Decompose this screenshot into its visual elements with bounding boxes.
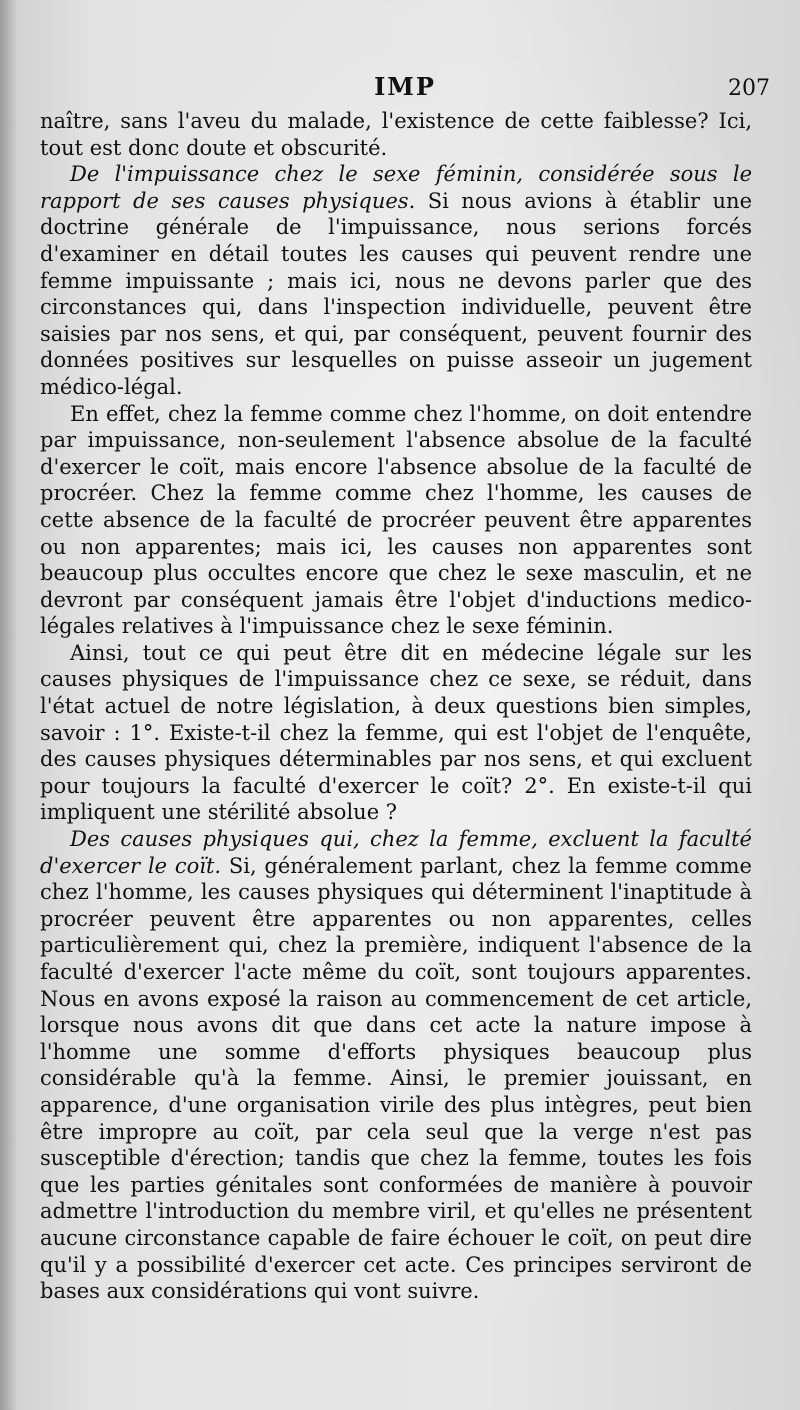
paragraph-text: Si, généralement parlant, chez la femme comme chez l'homme, les causes physiques qui déterminent l'inaptitude à procréer peuvent être apparentes ou non apparentes, celles particulièrement qui, chez la première, indiquent l'absence de la faculté d'exercer l'acte même du coït, sont toujours apparentes. Nous en avons exposé la raison au commencement de cet article, lorsque nous avons dit que dans cet acte la nature impose à l'homme une somme d'efforts physiques beaucoup plus considérable qu'à la femme. Ainsi, le premier jouissant, en apparence, d'une organisation virile des plus intègres, peut bien être impropre au coït, par cela seul que la verge n'est pas susceptible d'érection; tandis que chez la femme, toutes les fois que les parties génitales sont conformées de manière à pouvoir admettre l'introduction du membre viril, et qu'elles ne présentent aucune circonstance capable de faire échouer le coït, on peut dire qu'il y a possibilité d'exercer cet acte. Ces principes serviront de bases aux considérations qui vont suivre. — [40, 853, 752, 1304]
paragraph-italic-lead: De l'impuissance chez le sexe féminin, considérée sous le rapport de ses causes physiques. — [40, 162, 752, 213]
paragraph — [40, 161, 752, 400]
running-title: IMP — [374, 72, 436, 101]
page-body — [40, 108, 752, 1305]
running-header — [40, 72, 770, 102]
paragraph — [40, 640, 752, 826]
paragraph — [40, 108, 752, 161]
paragraph — [40, 826, 752, 1305]
paragraph-italic-lead: Des causes physiques qui, chez la femme, excluent la faculté d'exercer le coït. — [40, 827, 752, 878]
paragraph-text: Si nous avions à établir une doctrine générale de l'impuissance, nous serions forcés d'examiner en détail toutes les causes qui peuvent rendre une femme impuissante ; mais ici, nous ne devons parler que des circonstances qui, dans l'inspection individuelle, peuvent être saisies par nos sens, et qui, par conséquent, peuvent fournir des données positives sur lesquelles on puisse asseoir un jugement médico-légal. — [40, 188, 753, 399]
paragraph-text: Ainsi, tout ce qui peut être dit en médecine légale sur les causes physiques de l'impuissance chez ce sexe, se réduit, dans l'état actuel de notre législation, à deux questions bien simples, savoir : 1°. Existe-t-il chez la femme, qui est l'objet de l'enquête, des causes physiques déterminables par nos sens, et qui excluent pour toujours la faculté d'exercer le coït? 2°. En existe-t-il qui impliquent une stérilité absolue ? — [40, 640, 752, 825]
paragraph-text: naître, sans l'aveu du malade, l'existence de cette faiblesse? Ici, tout est donc doute et obscurité. — [40, 109, 752, 160]
paragraph — [40, 401, 752, 640]
page-number: 207 — [728, 76, 770, 101]
paragraph-text: En effet, chez la femme comme chez l'homme, on doit entendre par impuissance, non-seulement l'absence absolue de la faculté d'exercer le coït, mais encore l'absence absolue de la faculté de procréer. Chez la femme comme chez l'homme, les causes de cette absence de la faculté de procréer peuvent être apparentes ou non apparentes; mais ici, les causes non apparentes sont beaucoup plus occultes encore que chez le sexe masculin, et ne devront par conséquent jamais être l'objet d'inductions medico-légales relatives à l'impuissance chez le sexe féminin. — [40, 401, 752, 639]
